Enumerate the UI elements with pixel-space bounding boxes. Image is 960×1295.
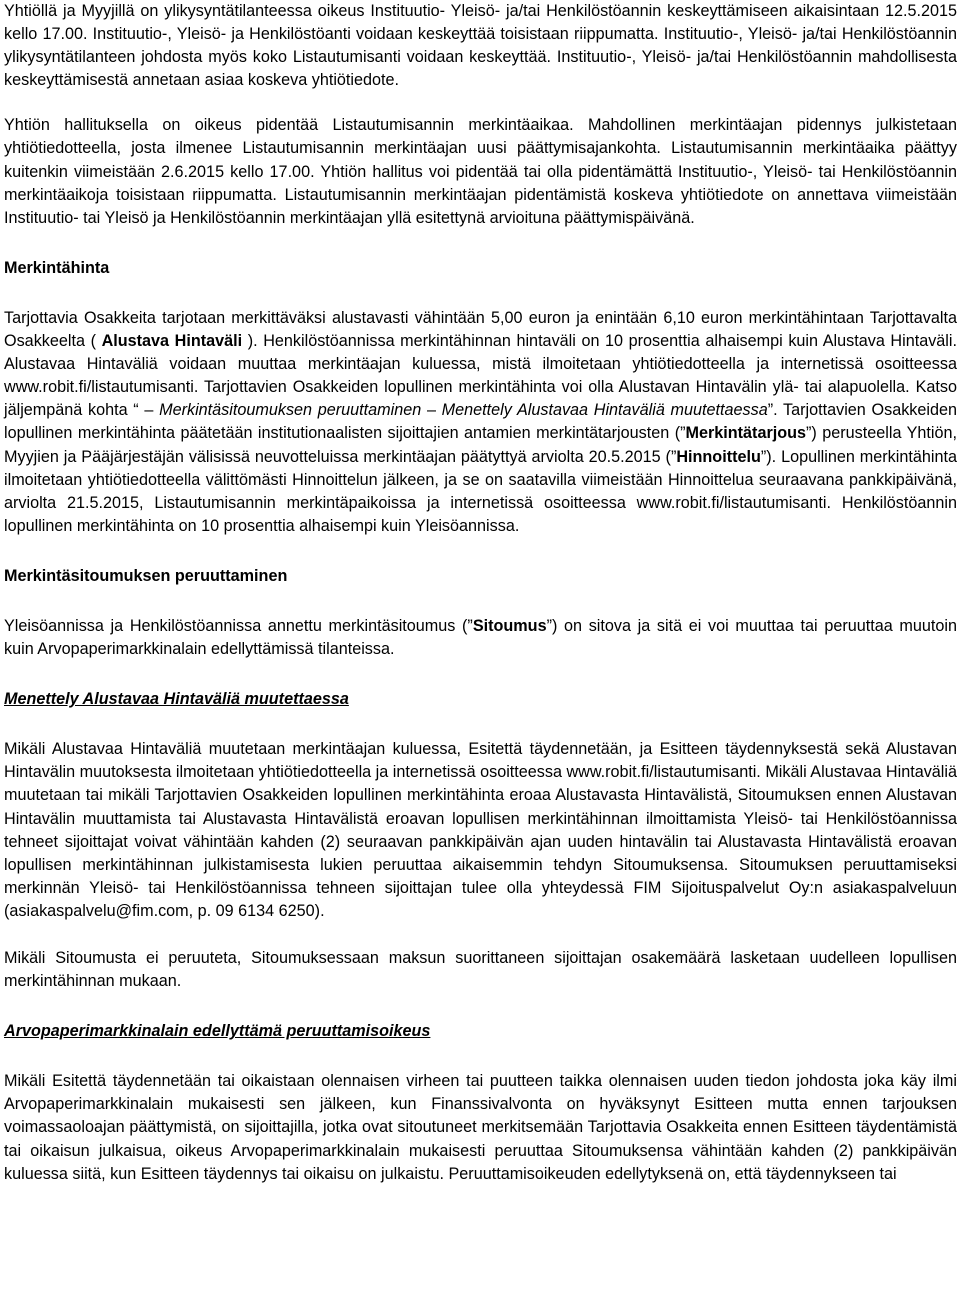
price-text-4: ”. Tarjottavien Osakkeiden lopullinen merkintähinta päätetään institutionaalisten sijoittajien antamien merkintätarjousten (”	[4, 401, 957, 443]
reference-withdrawal: Merkintäsitoumuksen peruuttaminen	[159, 401, 422, 420]
term-pricing: Hinnoittelu	[676, 447, 761, 466]
paragraph-price-range-procedure: Mikäli Alustavaa Hintaväliä muutetaan merkintäajan kuluessa, Esitettä täydennetään, ja Esitteen täydennyksestä sekä Alustavan Hintavälin muutoksesta ilmoitetaan yhtiötiedotteella ja internetissä osoitteessa www.robit.fi/listautumisanti. Mikäli Alustavaa Hintaväliä muutetaan tai mikäli Tarjottavien Osakkeiden lopullinen merkintähinta eroaa Alustavasta Hintavälistä, Sitoumuksen ennen Alustavan Hintavälin muuttamista tai Alustavasta Hintavälistä eroavan lopullisen merkintähinnan ilmoittamista Yleisö- tai Henkilöstöannissa tehneet sijoittajat voivat vähintään kahden (2) seuraavan pankkipäivän ajan uuden hintavälin tai Alustavasta Hintavälistä eroavan lopullisen merkintähinnan julkistamisesta lukien peruuttaa aikaisemmin tehdyn Sitoumuksensa. Sitoumuksen peruuttamiseksi merkinnän Yleisö- tai Henkilöstöannissa tehneen sijoittajan tulee olla yhteydessä FIM Sijoituspalvelut Oy:n asiakaspalveluun (asiakaspalvelu@fim.com, p. 09 6134 6250).	[4, 740, 957, 920]
paragraph-subscription-price	[4, 307, 957, 538]
price-text-1: Tarjottavia Osakkeita tarjotaan merkittäväksi alustavasti vähintään 5,00 euron ja enintään 6,10 euron merkintähintaan Tarjottavalta Osakkeelta (	[4, 308, 957, 351]
term-commitment: Sitoumus	[472, 616, 547, 635]
paragraph-subscription-period-extension: Yhtiön hallituksella on oikeus pidentää Listautumisannin merkintäaikaa. Mahdollinen merkintäajan pidennys julkistetaan yhtiötiedotteella, josta ilmenee Listautumisannin merkintäajan uusi päättymisajankohta. Listautumisannin merkintäaika päättyy kuitenkin viimeistään 2.6.2015 kello 17.00. Yhtiön hallitus voi pidentää tai olla pidentämättä Instituutio-, Yleisö- tai Henkilöstöannin merkintäaikoja toisistaan riippumatta. Listautumisannin merkintäajan pidentämistä koskeva yhtiötiedote on annettava viimeistään Instituutio- tai Yleisö ja Henkilöstöannin merkintäajan yllä esitettynä arvioituna päättymispäivänä.	[4, 116, 957, 227]
price-text-6: ”). Lopullinen merkintähinta ilmoitetaan yhtiötiedotteella välittömästi Hinnoittelun jälkeen, ja se on saatavilla viimeistään Hinnoittelua seuraavana pankkipäivänä, arviolta 21.5.2015, Listautumisannin merkintäpaikoissa ja internetissä osoitteessa www.robit.fi/listautumisanti. Henkilöstöannin lopullinen merkintähinta on 10 prosenttia alhaisempi kuin Yleisöannissa.	[4, 447, 957, 535]
price-text-5: ”) perusteella Yhtiön, Myyjien ja Pääjärjestäjän välisissä neuvotteluissa merkintäajan päätyttyä arviolta 20.5.2015 (”	[4, 424, 957, 466]
heading-price-range-procedure: Menettely Alustavaa Hintaväliä muutettaessa	[4, 690, 349, 709]
heading-subscription-price: Merkintähinta	[4, 258, 110, 277]
heading-withdrawal-right: Arvopaperimarkkinalain edellyttämä peruuttamisoikeus	[4, 1022, 431, 1041]
price-text-2: ). Henkilöstöannissa merkintähinnan hintaväli on 10 prosenttia alhaisempi kuin Alustava Hintaväli. Alustavaa Hintaväliä voidaan muuttaa merkintäajan kuluessa, mistä ilmoitetaan yhtiötiedotteella ja internetissä osoitteessa www.robit.fi/listautumisanti. Tarjottavien Osakkeiden lopullinen merkintähinta voi olla Alustavan Hintavälin ylä- tai alapuolella. Katso jäljempänä kohta “ –	[4, 332, 957, 420]
withdrawal-text-1: Yleisöannissa ja Henkilöstöannissa annettu merkintäsitoumus (”	[4, 616, 473, 635]
paragraph-suspension: Yhtiöllä ja Myyjillä on ylikysyntätilanteessa oikeus Instituutio- Yleisö- ja/tai Henkilöstöannin keskeyttämiseen aikaisintaan 12.5.2015 kello 17.00. Instituutio-, Yleisö- ja Henkilöstöanti voidaan keskeyttää toisistaan riippumatta. Instituutio-, Yleisö- ja/tai Henkilöstöannin ylikysyntätilanteen johdosta myös koko Listautumisanti voidaan keskeyttää. Instituutio-, Yleisö- ja/tai Henkilöstöannin mahdollisesta keskeyttämisestä annetaan asiaa koskeva yhtiötiedote.	[4, 2, 957, 90]
document-page	[4, 0, 957, 1186]
heading-commitment-withdrawal: Merkintäsitoumuksen peruuttaminen	[4, 566, 288, 585]
paragraph-withdrawal-right: Mikäli Esitettä täydennetään tai oikaistaan olennaisen virheen tai puutteen taikka olennaisen uuden tiedon johdosta joka käy ilmi Arvopaperimarkkinalain mukaisesti sen jälkeen, kun Finanssivalvonta on hyväksynyt Esitteen mutta ennen tarjouksen voimassaoloajan päättymistä, on sijoittajilla, jotka ovat sitoutuneet merkitsemään Tarjottavia Osakkeita ennen Esitteen täydentämistä tai oikaisun julkaisua, oikeus Arvopaperimarkkinalain mukaisesti peruuttaa Sitoumuksensa vähintään kahden (2) pankkipäivän kuluessa siitä, kun Esitteen täydennys tai oikaisu on julkaistu. Peruuttamisoikeuden edellytyksenä on, että täydennykseen tai	[4, 1072, 957, 1183]
term-subscription-offer: Merkintätarjous	[685, 424, 807, 443]
paragraph-commitment-not-withdrawn: Mikäli Sitoumusta ei peruuteta, Sitoumuksessaan maksun suorittaneen sijoittajan osakemäärä lasketaan uudelleen lopullisen merkintähinnan mukaan.	[4, 949, 957, 991]
price-text-3: –	[421, 401, 442, 420]
paragraph-commitment-withdrawal	[4, 615, 957, 661]
reference-procedure: Menettely Alustavaa Hintaväliä muutettaessa	[441, 401, 768, 420]
term-preliminary-price-range: Alustava Hintaväli	[101, 332, 243, 351]
withdrawal-text-2: ”) on sitova ja sitä ei voi muuttaa tai peruuttaa muutoin kuin Arvopaperimarkkinalain edellyttämissä tilanteissa.	[4, 616, 957, 659]
